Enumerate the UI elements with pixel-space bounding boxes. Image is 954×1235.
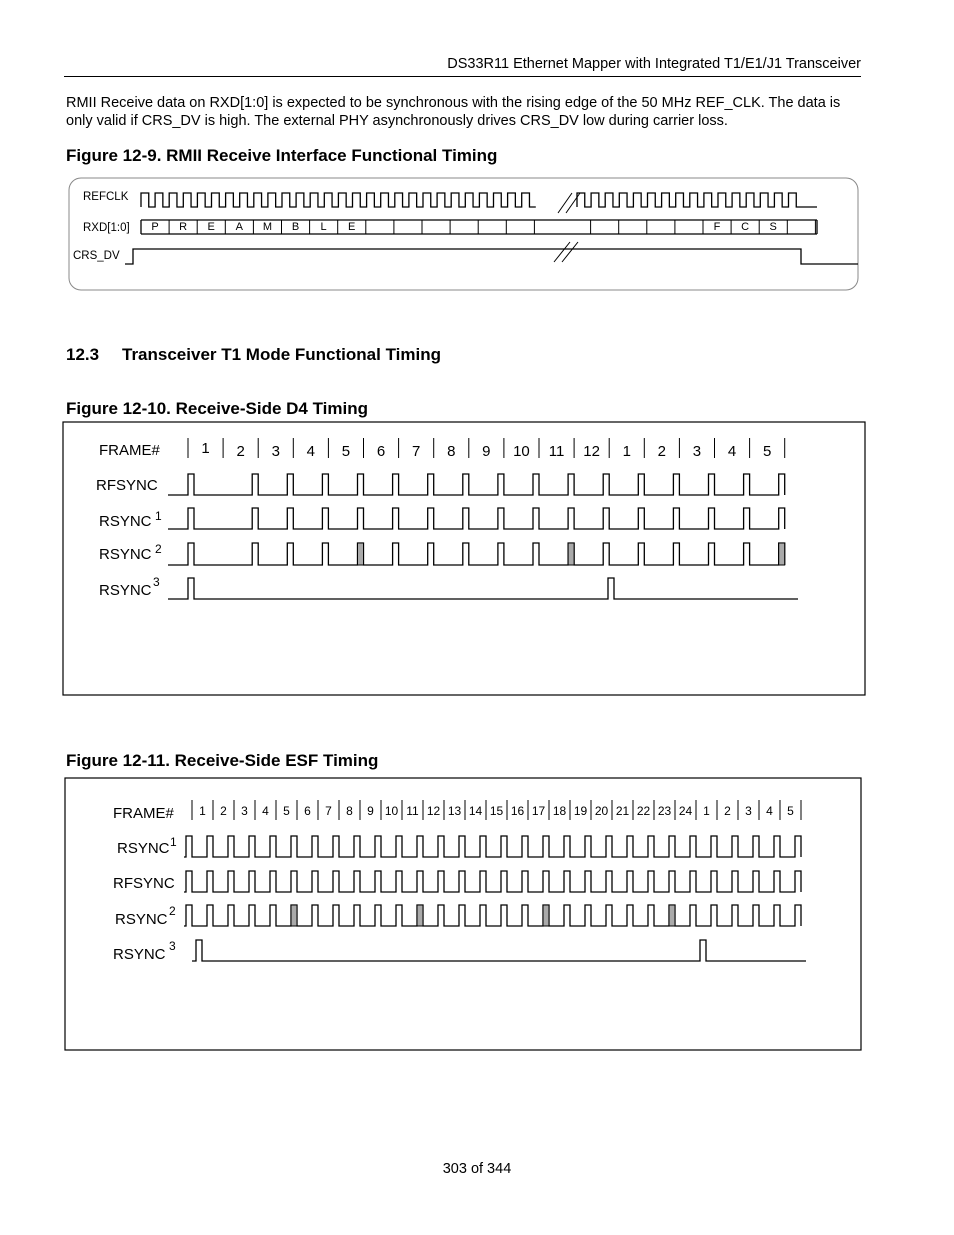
frame-number: 4	[727, 443, 737, 460]
esf-rsync1-label: RSYNC	[117, 840, 170, 857]
esf-rsync1-wave	[184, 836, 801, 857]
frame-number: 12	[426, 804, 441, 818]
frame-number: 4	[766, 804, 773, 818]
figure-12-9-title: Figure 12-9. RMII Receive Interface Functional Timing	[66, 146, 498, 165]
frame-number: 21	[615, 804, 630, 818]
rxd-preamble-symbol: R	[179, 221, 188, 233]
frame-number: 18	[552, 804, 567, 818]
frame-number: 23	[657, 804, 672, 818]
frame-number: 2	[657, 443, 667, 460]
d4-rsync3-label: RSYNC	[99, 582, 152, 599]
esf-rsync2-shaded-pulse	[417, 905, 423, 926]
esf-rsync3-sup: 3	[169, 939, 176, 953]
rxd-preamble-symbol: E	[207, 221, 215, 233]
rxd-preamble-symbol: M	[262, 221, 272, 233]
frame-number: 10	[384, 804, 399, 818]
intro-paragraph: RMII Receive data on RXD[1:0] is expected to be synchronous with the rising edge of the 50 MHz REF_CLK. The data is only valid if CRS_DV is high. The external PHY asynchronously drives CRS_DV low during carrier loss.	[66, 95, 841, 129]
frame-number: 3	[271, 443, 280, 460]
doc-header: DS33R11 Ethernet Mapper with Integrated T1/E1/J1 Transceiver	[447, 56, 861, 72]
frame-number: 14	[468, 804, 483, 818]
frame-number: 8	[346, 804, 353, 818]
figure-12-10-title: Figure 12-10. Receive-Side D4 Timing	[66, 399, 369, 418]
frame-number: 12	[583, 443, 600, 460]
frame-number: 10	[513, 443, 530, 460]
frame-number: 3	[692, 443, 702, 460]
frame-number: 3	[241, 804, 248, 818]
crs-dv-label: CRS_DV	[73, 250, 120, 262]
figure-12-11-title: Figure 12-11. Receive-Side ESF Timing	[66, 751, 379, 770]
frame-number: 8	[447, 443, 456, 460]
d4-rsync2-label: RSYNC	[99, 546, 152, 563]
frame-number: 2	[236, 443, 245, 460]
rxd-preamble-symbol: P	[151, 221, 159, 233]
d4-frame-label: FRAME#	[99, 442, 160, 459]
d4-rsync1-sup: 1	[155, 509, 162, 523]
esf-rsync2-label: RSYNC	[115, 911, 168, 928]
frame-number: 11	[406, 804, 419, 818]
frame-number: 9	[367, 804, 374, 818]
frame-number: 5	[787, 804, 794, 818]
frame-number: 5	[283, 804, 290, 818]
rxd-preamble-symbol: L	[320, 221, 327, 233]
rxd-preamble-symbol: B	[291, 221, 300, 233]
frame-number: 9	[482, 443, 491, 460]
rxd-preamble-symbol: A	[235, 221, 243, 233]
d4-rsync2-sup: 2	[155, 542, 162, 556]
frame-number: 13	[447, 804, 462, 818]
frame-number: 2	[220, 804, 227, 818]
esf-waveforms	[184, 836, 806, 961]
frame-number: 6	[304, 804, 311, 818]
esf-rfsync-wave	[184, 871, 801, 892]
section-number: 12.3	[66, 345, 100, 364]
rxd-fcs-symbol: F	[713, 221, 721, 233]
frame-number: 5	[762, 443, 772, 460]
frame-number: 2	[724, 804, 731, 818]
esf-rsync3-label: RSYNC	[113, 946, 166, 963]
esf-rsync2-shaded-pulse	[669, 905, 675, 926]
frame-number: 24	[678, 804, 693, 818]
frame-number: 1	[201, 440, 210, 457]
esf-rsync3-wave	[192, 940, 806, 961]
rxd-fcs-symbol: S	[769, 221, 777, 233]
frame-number: 17	[531, 804, 546, 818]
frame-number: 22	[636, 804, 651, 818]
esf-rsync2-shaded-pulse	[291, 905, 297, 926]
esf-frame-numbers	[192, 800, 801, 820]
frame-number: 1	[703, 804, 710, 818]
page-number: 303 of 344	[442, 1161, 512, 1177]
d4-rsync3-sup: 3	[153, 575, 160, 589]
frame-number: 15	[489, 804, 504, 818]
frame-number: 4	[306, 443, 316, 460]
rxd-label: RXD[1:0]	[83, 222, 130, 234]
esf-frame-label: FRAME#	[113, 805, 174, 822]
esf-rfsync-label: RFSYNC	[113, 875, 175, 892]
frame-number: 6	[376, 443, 386, 460]
rxd-fcs-symbol: C	[741, 221, 750, 233]
frame-number: 1	[622, 443, 631, 460]
d4-rfsync-label: RFSYNC	[96, 477, 158, 494]
frame-number: 19	[573, 804, 588, 818]
esf-rsync2-shaded-pulse	[543, 905, 549, 926]
esf-rsync1-sup: 1	[170, 835, 177, 849]
frame-number: 7	[411, 443, 421, 460]
esf-rsync2-wave	[184, 905, 801, 926]
frame-number: 1	[199, 804, 206, 818]
rxd-preamble-symbol: E	[348, 221, 356, 233]
frame-number: 5	[341, 443, 351, 460]
esf-rsync2-sup: 2	[169, 904, 176, 918]
frame-number: 16	[510, 804, 525, 818]
frame-number: 3	[745, 804, 752, 818]
refclk-label: REFCLK	[83, 191, 129, 203]
frame-number: 11	[548, 443, 565, 460]
frame-number: 4	[262, 804, 269, 818]
d4-rsync1-label: RSYNC	[99, 513, 152, 530]
frame-number: 20	[594, 804, 609, 818]
frame-number: 7	[325, 804, 332, 818]
section-title-text: Transceiver T1 Mode Functional Timing	[122, 345, 441, 364]
